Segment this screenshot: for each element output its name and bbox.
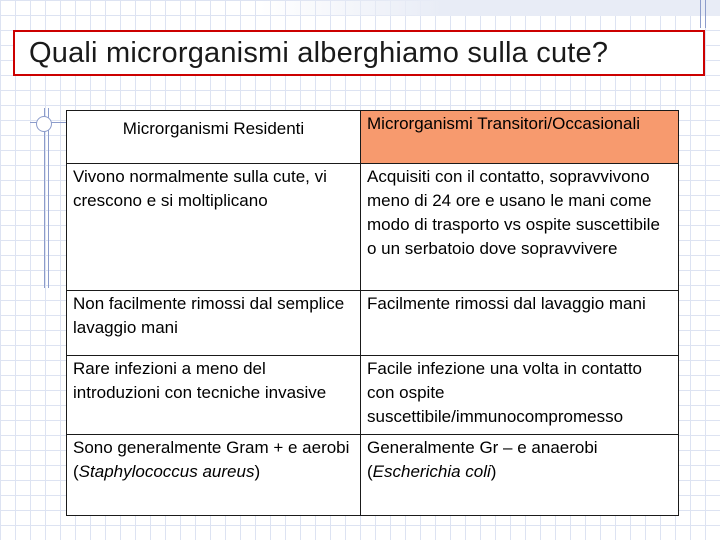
left-decoration-circle — [36, 116, 52, 132]
residenti-example-species: Staphylococcus aureus — [78, 461, 255, 481]
transitori-type-end: ) — [490, 461, 497, 481]
cell-residenti-removal: Non facilmente rimossi dal semplice lavaggio mani — [67, 291, 361, 356]
residenti-type-text: Sono generalmente Gram + e aerobi ( — [73, 437, 350, 481]
header-residenti: Microrganismi Residenti — [67, 111, 361, 164]
comparison-table — [66, 110, 679, 516]
cell-residenti-infection: Rare infezioni a meno del introduzioni con tecniche invasive — [67, 356, 361, 435]
transitori-example-species: Escherichia coli — [372, 461, 491, 481]
cell-residenti-habitat: Vivono normalmente sulla cute, vi crescono e si moltiplicano — [67, 163, 361, 291]
cell-transitori-type — [361, 434, 679, 515]
table-row — [67, 434, 679, 515]
residenti-type-end: ) — [254, 461, 261, 481]
header-transitori: Microrganismi Transitori/Occasionali — [361, 111, 679, 164]
table-header-row — [67, 111, 679, 164]
top-decoration — [260, 0, 720, 16]
slide-title: Quali microrganismi alberghiamo sulla cute? — [29, 36, 609, 69]
cell-residenti-type — [67, 434, 361, 515]
transitori-type-text: Generalmente Gr – e anaerobi ( — [367, 437, 598, 481]
table-row — [67, 291, 679, 356]
right-decoration — [700, 0, 706, 28]
table-row — [67, 163, 679, 291]
slide-title-box — [13, 30, 705, 76]
cell-transitori-habitat: Acquisiti con il contatto, sopravvivono meno di 24 ore e usano le mani come modo di trasporto vs ospite suscettibile o un serbatoio dove sopravvivere — [361, 163, 679, 291]
cell-transitori-removal: Facilmente rimossi dal lavaggio mani — [361, 291, 679, 356]
table-row — [67, 356, 679, 435]
left-decoration-bar — [44, 108, 49, 288]
cell-transitori-infection: Facile infezione una volta in contatto con ospite suscettibile/immunocompromesso — [361, 356, 679, 435]
